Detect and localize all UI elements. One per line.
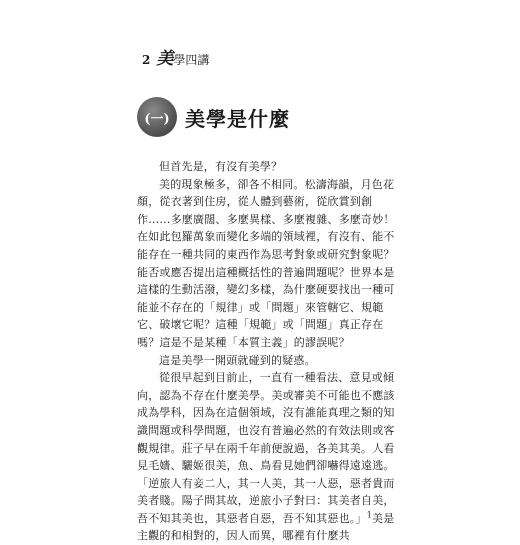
paragraph-4-trailing: 美是主觀的和相對的，因人而異，哪裡有什麼共 [137,511,395,543]
paragraph-4 [137,369,400,545]
body-text [137,158,400,545]
paragraph-3: 這是美學一開頭就碰到的疑惑。 [159,353,316,367]
footnote-ref[interactable]: 1 [366,510,372,520]
book-title [156,44,209,69]
book-title-rest: 學四講 [173,53,210,67]
section-heading [137,97,290,137]
page-header [142,44,209,69]
paragraph-2: 美的現象極多，卻各不相同。松濤海韻，月色花顏，從衣著到住房，從人體到藝術，從欣賞到創作……多麼廣闊、多麼異樣、多麼複雜、多麼奇妙！在如此包羅萬象而變化多端的領域裡，有沒有、能不能存在一種共同的東西作為思考對象或研究對象呢？能否或應否提出這種概括性的普遍問題呢？世界本是這樣的生動活潑，變幻多樣，為什麼硬要找出一種可能並不存在的「規律」或「問題」來管轄它、規範它、破壞它呢？這種「規範」或「問題」真正存在嗎？這是不是某種「本質主義」的謬誤呢？ [137,177,395,349]
paragraph-1: 但首先是，有沒有美學？ [159,160,283,173]
page-number: 2 [142,53,151,67]
section-title: 美學是什麼 [185,106,290,131]
section-number-badge: (一) [137,97,177,137]
paragraph-4-text: 從很早起到目前止，一直有一種看法、意見或傾向，認為不存在什麼美學。美或審美不可能也不應該成為學科，因為在這個領域，沒有誰能真理之類的知識問題或科學問題，也沒有普遍必然的有效法則或客觀規律。莊子早在兩千年前便說過，各美其美。人看見毛嬙、驪姬很美，魚、鳥看見她們卻嚇得遠遠逃。「逆旅人有妾二人，其一人美，其一人惡，惡者貴而美者賤。陽子問其故，逆旅小子對曰：其美者自美，吾不知其美也，其惡者自惡，吾不知其惡也。」 [137,371,395,525]
book-title-initial: 美 [156,49,174,69]
